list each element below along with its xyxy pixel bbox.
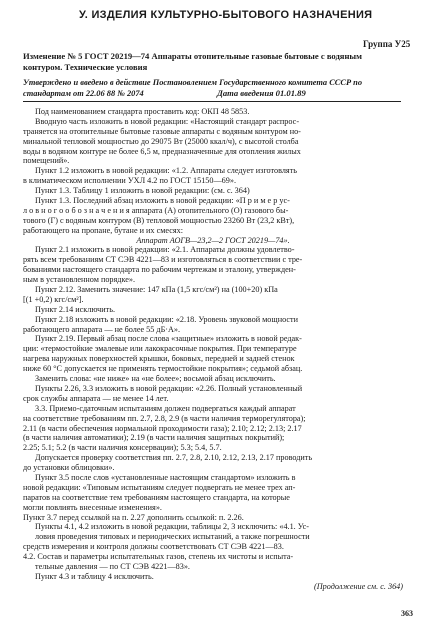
body-line: Пункт 1.3. Таблицу 1 изложить в новой редакции: (см. с. 364) bbox=[35, 186, 250, 196]
body-line: работающего аппарата — не более 55 дБ·А». bbox=[23, 324, 181, 334]
body-line: 4.2. Состав и параметры испытательных газов, степень их чистоты и испыта- bbox=[23, 552, 294, 562]
body-line: срок службы аппарата — не менее 14 лет. bbox=[23, 393, 169, 403]
body-line: могли повлиять внесенные изменения». bbox=[23, 502, 162, 512]
body-line: Допускается проверку соответствия пп. 2.7, 2.8, 2.10, 2.12, 2.13, 2.17 проводить bbox=[35, 453, 313, 463]
body-line: бованиями настоящего стандарта по рабочим чертежам и эталону, утвержден- bbox=[23, 265, 296, 275]
body-line: ловия проведения типовых и периодических испытаний, а также погрешности bbox=[35, 532, 310, 542]
approval-statement: Утверждено и введено в действие Постановлением Государственного комитета СССР по стандартам от 22.06 88 № 2074 bbox=[23, 78, 363, 98]
body-line: новой редакции: «Типовым испытаниям следует подвергать не менее трех ап- bbox=[23, 482, 296, 492]
body-line: ции: «термостойкие эмалевые или лакокрасочные покрытия. При температуре bbox=[23, 344, 297, 354]
section-heading: У. ИЗДЕЛИЯ КУЛЬТУРНО-БЫТОВОГО НАЗНАЧЕНИЯ bbox=[79, 9, 373, 21]
body-line: тельные давления — по СТ СЭВ 4221—83». bbox=[35, 561, 190, 571]
body-line: Пункт 2.18 изложить в новой редакции: «2.18. Уровень звуковой мощности bbox=[35, 314, 298, 324]
change-title: Изменение № 5 ГОСТ 20219—74 Аппараты отопительные газовые бытовые с водяным контуром. Технические условия bbox=[23, 51, 362, 72]
page-number: 363 bbox=[401, 609, 413, 618]
body-line: 3.3. Приемо-сдаточным испытаниям должен подвергаться каждый аппарат bbox=[35, 403, 296, 413]
body-line: рять всем требованиям СТ СЭВ 4221—83 и изготовляться в соответствии с тре- bbox=[23, 255, 303, 265]
body-line: работающего на пропане, бутане и их смесях: bbox=[23, 225, 183, 235]
body-line: Пункт 1.3. Последний абзац изложить в новой редакции: «П р и м е р ус- bbox=[35, 196, 290, 206]
body-line: 2.11 (в части обеспечения нормальной проходимости газа); 2.10; 2.12; 2.13; 2.17 bbox=[23, 423, 302, 433]
body-line: Пункт 4.3 и таблицу 4 исключить. bbox=[35, 571, 154, 581]
body-line: помещений». bbox=[23, 156, 70, 166]
body-line: Пункт 2.14 исключить. bbox=[35, 304, 115, 314]
body-line: Пункт 2.1 изложить в новой редакции: «2.1. Аппараты должны удовлетво- bbox=[35, 245, 295, 255]
group-code: Группа У25 bbox=[363, 39, 411, 49]
body-line: Вводную часть изложить в новой редакции: «Настоящий стандарт распрос- bbox=[35, 116, 300, 126]
body-line: средств измерения и контроля должны соответствовать СТ СЭВ 4221—83. bbox=[23, 542, 284, 552]
effective-date: Дата введения 01.01.89 bbox=[217, 88, 306, 98]
body-line: Под наименованием стандарта проставить код: ОКП 48 5853. bbox=[35, 107, 250, 116]
body-line: Пункт 2.12. Заменить значение: 147 кПа (1,5 кгс/см²) на (100+20) кПа bbox=[35, 285, 278, 295]
body-line: Пункт 2.19. Первый абзац после слова «защитные» изложить в новой редак- bbox=[35, 334, 302, 344]
body-line: на соответствие требованиям пп. 2.7, 2.8, 2.9 (в части наличия терморегулятора); bbox=[23, 413, 306, 423]
body-line: до установки облицовки». bbox=[23, 463, 115, 473]
body-line: л о в н о г о о б о з н а ч е н и я аппарата (А) отопительного (О) газового бы- bbox=[23, 205, 289, 215]
header-divider bbox=[23, 101, 401, 102]
body-line: паратов на соответствие тем требованиям настоящего стандарта, на которые bbox=[23, 492, 290, 502]
body-line: Аппарат АОГВ—23,2—2 ГОСТ 20219—74». bbox=[136, 235, 290, 245]
body-line: ным в установленном порядке». bbox=[23, 275, 135, 285]
body-line: Пункт 3.5 после слов «установленные настоящим стандартом» изложить в bbox=[35, 472, 296, 482]
body-line: минальной тепловой мощностью до 29075 Вт (25000 ккал/ч), с высотой столба bbox=[23, 136, 299, 146]
body-line: воды в водяном контуре не более 6,5 м, предназначенные для отопления жилых bbox=[23, 146, 301, 156]
body-line: [(1 +0,2) кгс/см²]. bbox=[23, 294, 84, 304]
body-line: Заменить слова: «не ниже» на «не более»; восьмой абзац исключить. bbox=[35, 374, 276, 384]
body-line: (Продолжение см. с. 364) bbox=[314, 581, 403, 591]
body-line: Пункт 1.2 изложить в новой редакции: «1.2. Аппараты следует изготовлять bbox=[35, 166, 298, 176]
body-line: ниже 60 °С допускается не применять термостойкие покрытия»; седьмой абзац. bbox=[23, 364, 303, 374]
body-line: нагрева наружных поверхностей крышки, боковых, передней и задней стенок bbox=[23, 354, 295, 364]
body-line: (в части наличия автоматики); 2.19 (в части наличия защитных покрытий); bbox=[23, 433, 285, 443]
body-line: 2.25; 5.1; 5.2 (в части наличия консервации); 5.3; 5.4, 5.7. bbox=[23, 443, 222, 453]
body-line: траняется на отопительные бытовые газовые аппараты с водяным контуром но- bbox=[23, 126, 301, 136]
body-line: тового (Г) с водяным контуром (В) тепловой мощностью 23260 Вт (23,2 кВт), bbox=[23, 215, 295, 225]
body-line: в климатическом исполнении УХЛ 4.2 по ГОСТ 15150—69». bbox=[23, 176, 237, 186]
body-line: Пункт 3.7 перед ссылкой на п. 2.27 дополнить ссылкой: п. 2.26. bbox=[23, 512, 244, 522]
body-line: Пункты 2.26, 3.3 изложить в новой редакции: «2.26. Полный установленный bbox=[35, 383, 303, 393]
document-body bbox=[23, 107, 403, 592]
body-line: Пункты 4.1, 4.2 изложить в новой редакции, таблицы 2, 3 исключить: «4.1. Ус- bbox=[35, 522, 309, 532]
